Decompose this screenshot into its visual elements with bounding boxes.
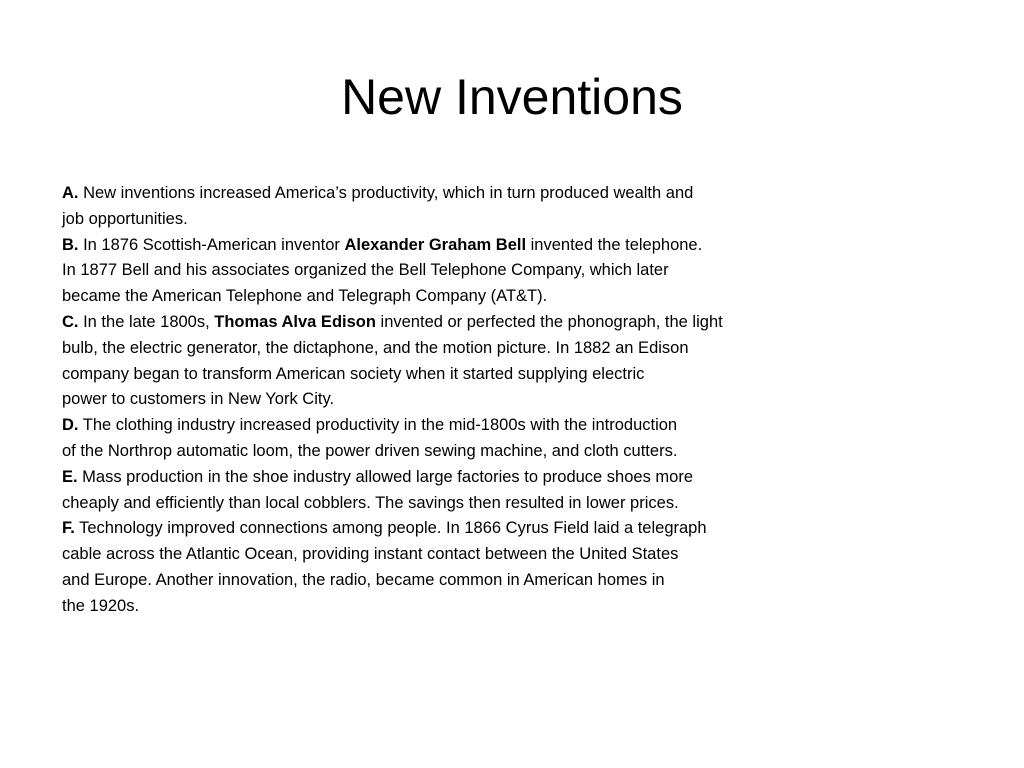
paragraph-text: The clothing industry increased productivity in the mid-1800s with the introduction — [78, 416, 678, 435]
paragraph-line — [62, 542, 962, 568]
paragraph-marker: F. — [62, 519, 75, 538]
paragraph-text: became the American Telephone and Telegraph Company (AT&T). — [62, 287, 548, 306]
paragraph-line — [62, 336, 962, 362]
paragraph — [62, 181, 962, 233]
slide-body — [62, 181, 962, 620]
paragraph-line — [62, 233, 962, 259]
bold-name-text: Alexander Graham Bell — [344, 235, 527, 254]
paragraph — [62, 413, 962, 465]
bold-name-text: Thomas Alva Edison — [214, 312, 376, 331]
paragraph-line — [62, 439, 962, 465]
paragraph-marker: D. — [62, 416, 79, 435]
paragraph-line — [62, 181, 962, 207]
paragraph-text: cable across the Atlantic Ocean, providing instant contact between the United States — [62, 545, 679, 564]
paragraph-text: In 1877 Bell and his associates organized the Bell Telephone Company, which later — [62, 261, 669, 280]
paragraph-text: company began to transform American society when it started supplying electric — [62, 364, 645, 383]
paragraph-text: and Europe. Another innovation, the radio, became common in American homes in — [62, 570, 665, 589]
paragraph — [62, 310, 962, 413]
paragraph-text: In the late 1800s, — [78, 312, 215, 331]
paragraph-text: New inventions increased America’s productivity, which in turn produced wealth and — [78, 184, 694, 202]
paragraph-line — [62, 284, 962, 310]
paragraph-line — [62, 362, 962, 388]
paragraph-text: job opportunities. — [62, 209, 188, 228]
paragraph-line — [62, 310, 962, 336]
paragraph-text: of the Northrop automatic loom, the power driven sewing machine, and cloth cutters. — [62, 441, 678, 460]
paragraph-text: power to customers in New York City. — [62, 390, 335, 409]
paragraph-text: Mass production in the shoe industry allowed large factories to produce shoes more — [77, 467, 694, 486]
paragraph-text: bulb, the electric generator, the dictaphone, and the motion picture. In 1882 an Edison — [62, 338, 689, 357]
paragraph-text: In 1876 Scottish-American inventor — [78, 235, 345, 254]
slide-title: New Inventions — [341, 69, 683, 125]
paragraph-line — [62, 258, 962, 284]
paragraph-text: Technology improved connections among people. In 1866 Cyrus Field laid a telegraph — [74, 519, 707, 538]
paragraph-marker: C. — [62, 312, 79, 331]
paragraph-text: the 1920s. — [62, 596, 140, 615]
paragraph-line — [62, 491, 962, 517]
paragraph-text: invented or perfected the phonograph, the light — [375, 312, 723, 331]
paragraph-line — [62, 387, 962, 413]
paragraph-line — [62, 516, 962, 542]
paragraph-line — [62, 465, 962, 491]
paragraph-text: invented the telephone. — [526, 235, 703, 254]
paragraph-line — [62, 207, 962, 233]
paragraph-marker: B. — [62, 235, 79, 254]
paragraph — [62, 465, 962, 517]
paragraph-line — [62, 413, 962, 439]
paragraph-line — [62, 568, 962, 594]
paragraph-line — [62, 594, 962, 620]
paragraph-text: cheaply and efficiently than local cobblers. The savings then resulted in lower prices. — [62, 493, 679, 512]
paragraph — [62, 233, 962, 310]
paragraph-marker: A. — [62, 184, 79, 202]
paragraph-marker: E. — [62, 467, 78, 486]
paragraph — [62, 516, 962, 619]
